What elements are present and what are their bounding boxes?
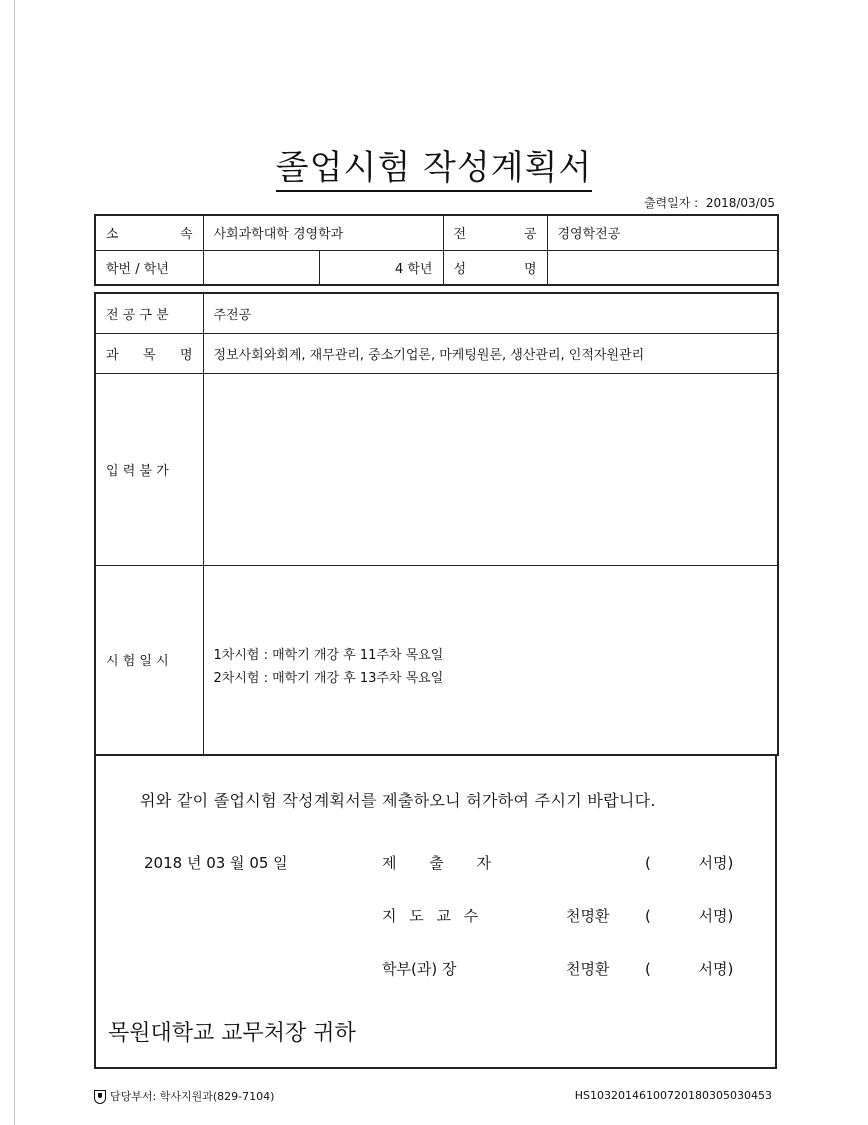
affiliation-label: 소 속 xyxy=(95,215,203,250)
shield-icon xyxy=(94,1090,106,1104)
addressee: 목원대학교 교무처장 귀하 xyxy=(108,1021,356,1046)
request-statement: 위와 같이 졸업시험 작성계획서를 제출하오니 허가하여 주시기 바랍니다. xyxy=(140,791,656,810)
student-id-label: 학번 / 학년 xyxy=(95,250,203,285)
exam-plan-table xyxy=(94,292,779,756)
major-label: 전 공 xyxy=(443,215,547,250)
subjects-label: 과 목 명 xyxy=(95,333,203,373)
request-date: 2018 년 03 월 05 일 xyxy=(144,854,288,872)
advisor-sign: ( 서명) xyxy=(645,907,734,925)
document-title: 졸업시험 작성계획서 xyxy=(0,140,868,189)
submitter-sign: ( 서명) xyxy=(645,854,734,872)
major-type-value: 주전공 xyxy=(203,293,778,333)
head-sign: ( 서명) xyxy=(645,960,734,978)
major-type-label: 전 공 구 분 xyxy=(95,293,203,333)
submitter-label: 제 출 자 xyxy=(382,854,506,872)
head-label: 학부(과) 장 xyxy=(382,960,457,978)
name-label: 성 명 xyxy=(443,250,547,285)
affiliation-value: 사회과학대학 경영학과 xyxy=(203,215,443,250)
subjects-value: 정보사회와회계, 재무관리, 중소기업론, 마케팅원론, 생산관리, 인적자원관리 xyxy=(203,333,778,373)
input-area xyxy=(203,373,778,565)
footer-doc-code: HS1032014610072018030503045​3 xyxy=(574,1089,772,1102)
exam-schedule xyxy=(203,565,778,755)
head-name: 천명환 xyxy=(566,960,610,978)
advisor-name: 천명환 xyxy=(566,907,610,925)
major-value: 경영학전공 xyxy=(547,215,778,250)
student-id-value xyxy=(203,250,319,285)
exam-line-1: 1차시험 : 매학기 개강 후 11주차 목요일 xyxy=(213,647,444,663)
exam-label: 시 험 일 시 xyxy=(95,565,203,755)
exam-line-2: 2차시험 : 매학기 개강 후 13주차 목요일 xyxy=(213,670,444,686)
input-label: 입 력 불 가 xyxy=(95,373,203,565)
print-date: 출력일자 : 2018/03/05 xyxy=(643,196,775,210)
advisor-label: 지 도 교 수 xyxy=(382,907,483,925)
grade-value: 4 학년 xyxy=(319,250,443,285)
student-info-table xyxy=(94,214,779,286)
footer-department: 담당부서: 학사지원과(829-7104) xyxy=(94,1088,274,1104)
name-value xyxy=(547,250,778,285)
